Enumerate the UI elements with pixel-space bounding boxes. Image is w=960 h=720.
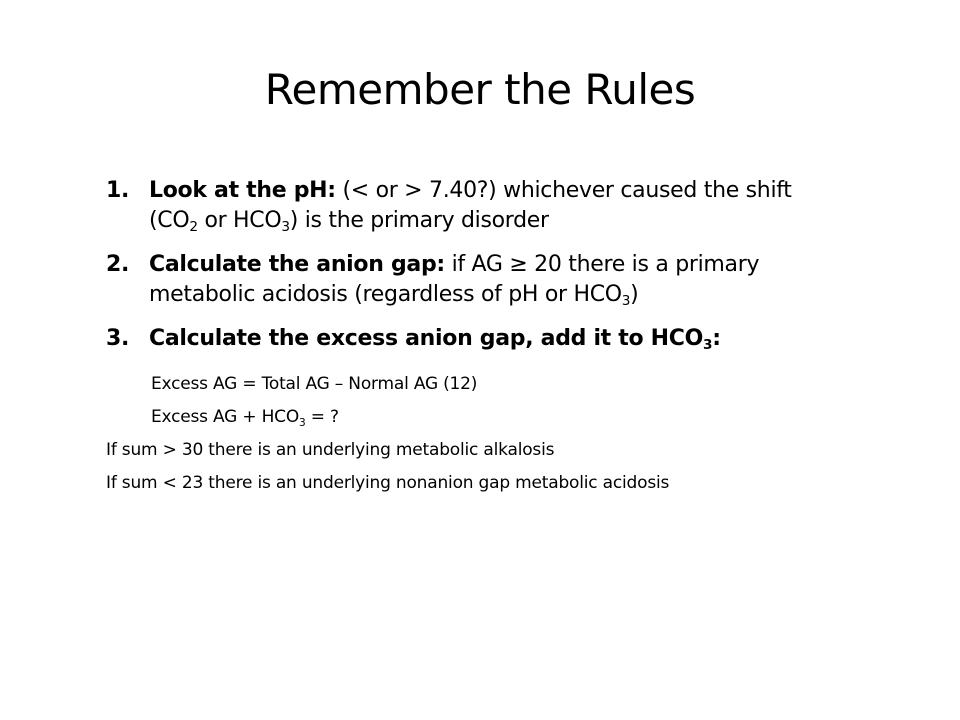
rule-2 [106, 250, 826, 310]
rule-heading-end: : [712, 326, 721, 351]
slide-title: Remember the Rules [264, 65, 696, 114]
subscript: 2 [189, 219, 198, 235]
rule-text: or HCO [197, 208, 282, 233]
rule-heading: Calculate the excess anion gap, add it to HCO [149, 326, 704, 351]
subscript: 3 [621, 293, 631, 309]
rule-number: 1. [106, 178, 130, 203]
rule-text: if AG ≥ 20 there is a primary metabolic acidosis (regardless of pH or HCO [149, 252, 760, 307]
rule-number: 2. [106, 252, 130, 277]
rule-text: ) is the primary disorder [289, 208, 549, 233]
rule-text: ) [630, 282, 639, 307]
rule-heading: Calculate the anion gap: [149, 252, 445, 277]
rule-3 [106, 324, 826, 354]
formula-text: Excess AG + HCO [151, 407, 300, 427]
rule-heading: Look at the pH: [149, 178, 336, 203]
nonanion-acidosis-rule: If sum < 23 there is an underlying nonanion gap metabolic acidosis [106, 473, 670, 493]
subscript: 3 [299, 417, 306, 429]
alkalosis-rule: If sum > 30 there is an underlying metabolic alkalosis [106, 440, 555, 460]
excess-sum-formula [106, 401, 826, 434]
subscript: 3 [703, 337, 713, 353]
rule-text: (< or > 7.40?) whichever caused the shift (CO [149, 178, 792, 233]
excess-ag-formula: Excess AG = Total AG – Normal AG (12) [151, 374, 478, 394]
rule-1 [106, 176, 826, 236]
formula-text: = ? [305, 407, 339, 427]
subscript: 3 [281, 219, 290, 235]
rules-list [106, 176, 826, 368]
rule-number: 3. [106, 326, 130, 351]
formula-list [106, 368, 826, 500]
